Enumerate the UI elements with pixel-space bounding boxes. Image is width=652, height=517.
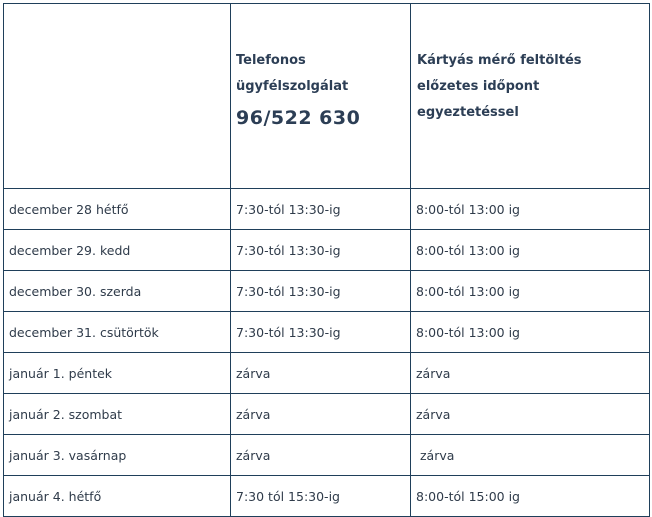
- table-row: [4, 230, 650, 271]
- card-hours-cell: 8:00-tól 13:00 ig: [411, 312, 650, 353]
- card-hours-cell: zárva: [411, 435, 650, 476]
- card-hours-cell: zárva: [411, 353, 650, 394]
- table-row: [4, 435, 650, 476]
- phone-hours-cell: 7:30 tól 15:30-ig: [231, 476, 411, 517]
- table-row: [4, 476, 650, 517]
- day-cell: december 31. csütörtök: [4, 312, 231, 353]
- header-card-line3: egyeztetéssel: [417, 105, 519, 120]
- card-hours-cell: 8:00-tól 13:00 ig: [411, 271, 650, 312]
- phone-hours-cell: 7:30-tól 13:30-ig: [231, 230, 411, 271]
- phone-hours-cell: zárva: [231, 435, 411, 476]
- phone-hours-cell: 7:30-tól 13:30-ig: [231, 271, 411, 312]
- header-card-line2: előzetes időpont: [417, 79, 540, 94]
- card-hours-cell: zárva: [411, 394, 650, 435]
- header-card-line1: Kártyás mérő feltöltés: [417, 53, 582, 68]
- phone-number: 96/522 630: [236, 107, 361, 129]
- phone-hours-cell: zárva: [231, 394, 411, 435]
- table-row: [4, 312, 650, 353]
- header-phone-line1: Telefonos: [236, 53, 306, 68]
- header-phone-service: [231, 4, 411, 189]
- card-hours-cell: 8:00-tól 15:00 ig: [411, 476, 650, 517]
- phone-hours-cell: 7:30-tól 13:30-ig: [231, 189, 411, 230]
- header-empty-cell: [4, 4, 231, 189]
- day-cell: január 3. vasárnap: [4, 435, 231, 476]
- phone-hours-cell: 7:30-tól 13:30-ig: [231, 312, 411, 353]
- table-row: [4, 353, 650, 394]
- table-row: [4, 271, 650, 312]
- header-card-topup: [411, 4, 650, 189]
- card-hours-cell: 8:00-tól 13:00 ig: [411, 189, 650, 230]
- day-cell: december 28 hétfő: [4, 189, 231, 230]
- day-cell: január 1. péntek: [4, 353, 231, 394]
- schedule-table: [3, 3, 650, 517]
- day-cell: január 2. szombat: [4, 394, 231, 435]
- day-cell: december 30. szerda: [4, 271, 231, 312]
- header-phone-line2: ügyfélszolgálat: [236, 79, 349, 94]
- table-row: [4, 189, 650, 230]
- card-hours-cell: 8:00-tól 13:00 ig: [411, 230, 650, 271]
- phone-hours-cell: zárva: [231, 353, 411, 394]
- day-cell: január 4. hétfő: [4, 476, 231, 517]
- day-cell: december 29. kedd: [4, 230, 231, 271]
- table-row: [4, 394, 650, 435]
- header-row: [4, 4, 650, 189]
